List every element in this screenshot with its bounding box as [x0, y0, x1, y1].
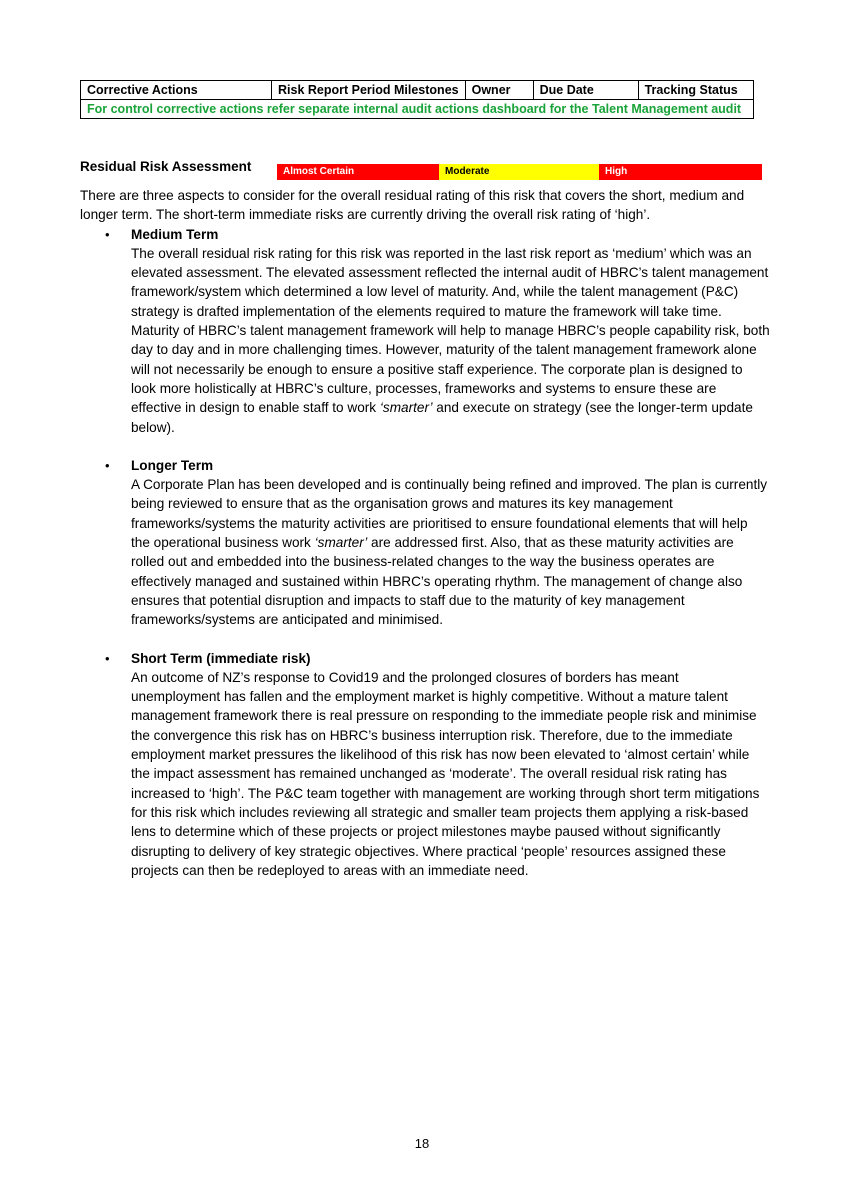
header-milestones: Risk Report Period Milestones — [272, 81, 466, 100]
intro-paragraph: There are three aspects to consider for the overall residual rating of this risk that covers the short, medium and longer term. The short-term immediate risks are currently driving the overall risk rating of ‘high’. — [80, 188, 745, 223]
rating-badge: High — [599, 164, 762, 180]
bullet-icon: • — [105, 457, 110, 473]
section-paragraph: An outcome of NZ’s response to Covid19 and the prolonged closures of borders has meant unemployment has fallen and the employment market is highly competitive. Without a mature talent management framework there is real pressure on responding to the immediate people risk and minimise the convergence this risk has on HBRC’s business interruption risk. Therefore, due to the immediate employment market pressures the likelihood of this risk has now been elevated to ‘almost certain’ while the impact assessment has remained unchanged as ‘moderate’. The overall residual risk rating has increased to ‘high’. The P&C team together with management are working through short term mitigations for this risk which includes reviewing all strategic and smaller team projects them applying a risk-based lens to determine which of these projects or project milestones maybe paused without significantly disrupting to delivery of key strategic objectives. Where practical ‘people’ resources assigned these projects can then be redeployed to areas with an immediate need. — [131, 669, 760, 878]
audit-note: For control corrective actions refer separate internal audit actions dashboard for the Talent Management audit — [81, 100, 754, 119]
bullet-icon: • — [105, 650, 110, 666]
section-title: Short Term (immediate risk) — [131, 650, 311, 666]
section-short-term — [80, 649, 770, 881]
header-corrective-actions: Corrective Actions — [81, 81, 272, 100]
residual-risk-heading: Residual Risk Assessment — [80, 159, 252, 174]
section-title: Longer Term — [131, 457, 214, 473]
table-note-row — [81, 100, 754, 119]
section-medium-term — [80, 225, 770, 437]
section-paragraph: A Corporate Plan has been developed and is continually being refined and improved. The plan is currently being reviewed to ensure that as the organisation grows and matures its key management frameworks/systems the maturity activities are prioritised to ensure foundational elements that will help the operational business work ‘smarter’ are addressed first. Also, that as these maturity activities are rolled out and embedded into the business-related changes to the way the business operates are effectively managed and sustained within HBRC’s operating rhythm. The management of change also ensures that potential disruption and impacts to staff due to the maturity of key management frameworks/systems are anticipated and minimised. — [131, 477, 768, 628]
table-header-row — [81, 81, 754, 100]
bullet-icon: • — [105, 226, 110, 242]
likelihood-badge: Almost Certain — [277, 164, 439, 180]
section-title: Medium Term — [131, 226, 219, 242]
impact-badge: Moderate — [439, 164, 599, 180]
header-due-date: Due Date — [533, 81, 638, 100]
body-text — [80, 186, 770, 880]
section-paragraph: The overall residual risk rating for this risk was reported in the last risk report as ‘medium’ which was an elevated assessment. The elevated assessment reflected the internal audit of HBRC’s talent management framework/system which determined a low level of maturity. And, while the talent management (P&C) strategy is drafted implementation of the elements required to mature the framework will take time. Maturity of HBRC’s talent management framework will help to manage HBRC’s people capability risk, both day to day and in more challenging times. However, maturity of the talent management framework alone will not necessarily be enough to ensure a positive staff experience. The corporate plan is designed to look more holistically at HBRC’s culture, processes, frameworks and systems to ensure these are effective in design to enable staff to work ‘smarter’ and execute on strategy (see the longer-term update below). — [131, 245, 770, 435]
header-tracking-status: Tracking Status — [638, 81, 753, 100]
section-longer-term — [80, 456, 770, 630]
page-number: 18 — [414, 1136, 430, 1151]
corrective-actions-table — [80, 80, 754, 119]
header-owner: Owner — [465, 81, 533, 100]
